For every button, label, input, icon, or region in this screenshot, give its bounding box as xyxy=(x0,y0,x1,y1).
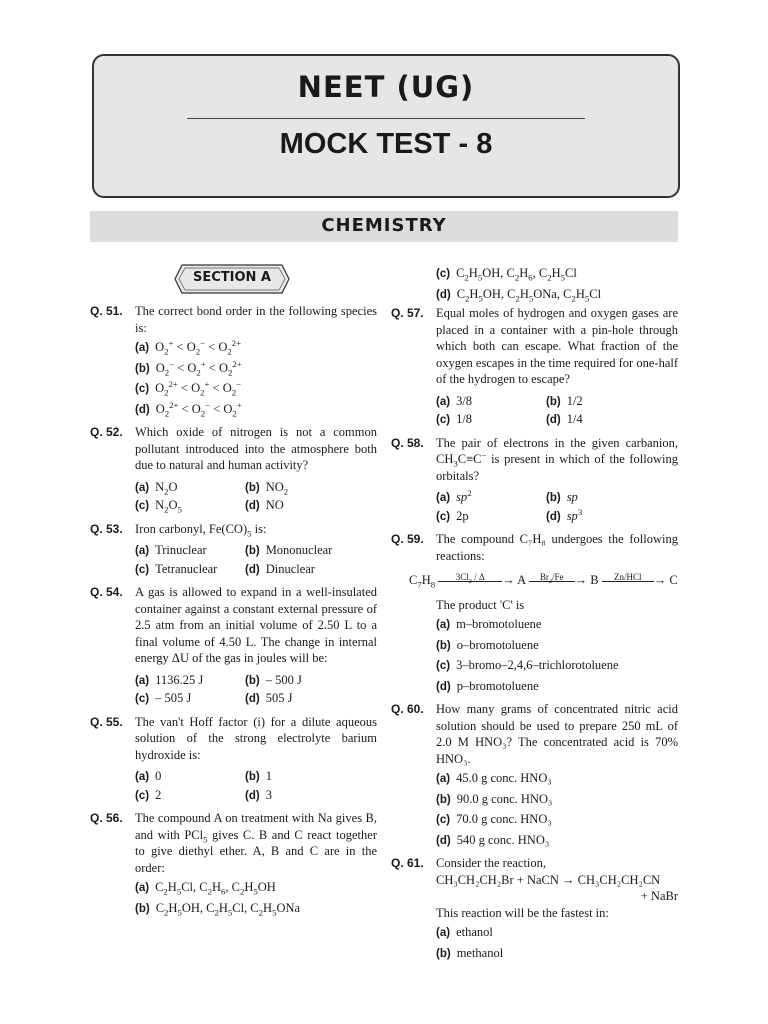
question-number: Q. 54. xyxy=(90,585,123,599)
question-58 xyxy=(391,435,678,526)
question-54 xyxy=(90,584,377,708)
question-number: Q. 61. xyxy=(391,856,424,870)
question-52 xyxy=(90,424,377,515)
option-b: (b) 1 xyxy=(245,769,272,783)
question-prompt: This reaction will be the fastest in: xyxy=(436,905,609,920)
options xyxy=(436,489,678,525)
option-b: (b) – 500 J xyxy=(245,672,302,687)
reaction-line-2: + NaBr xyxy=(640,889,678,903)
option-a: (a) $sp^2$ xyxy=(436,487,472,504)
question-number: Q. 60. xyxy=(391,702,424,716)
option-b: (b) $C_2H_5OH$, $C_2H_5Cl$, $C_2H_5ONa$ xyxy=(135,900,301,917)
option-d: (d) p–bromotoluene xyxy=(436,678,539,693)
subject-title: CHEMISTRY xyxy=(321,215,447,236)
question-text: Which oxide of nitrogen is not a common pollutant introduced into the atmosphere both due to natural and human activity? xyxy=(135,425,377,472)
left-column xyxy=(90,303,377,923)
option-c: (c) 2 xyxy=(135,787,162,802)
question-56-continued xyxy=(391,265,678,303)
option-d: (d) $C_2H_5OH$, $C_2H_5ONa$, $C_2H_5Cl$ xyxy=(436,286,602,303)
option-c: (c) 2p xyxy=(436,508,469,523)
option-a: (a) ethanol xyxy=(436,925,493,939)
question-number: Q. 53. xyxy=(90,521,123,536)
question-55 xyxy=(90,714,377,805)
question-text: Equal moles of hydrogen and oxygen gases are placed in a container with a pin-hole through which both can escape. What fraction of the oxygen escapes in the time required for one-half of the hydrogen to escape? xyxy=(436,306,678,386)
question-text: Iron carbonyl, $Fe(CO)_5$ is: xyxy=(135,521,267,538)
option-c: (c) 70.0 g conc. HNO₃ xyxy=(436,812,552,826)
reaction-scheme: $C_7H_8$ $3Cl_2$ / Δ → A $Br_2/Fe$ → B Zn/HCl → C xyxy=(409,571,678,590)
option-d: (d) NO xyxy=(245,498,284,512)
option-a: (a) $C_2H_5Cl$, $C_2H_6$, $C_2H_5OH$ xyxy=(135,880,276,897)
question-prompt: The product 'C' is xyxy=(436,597,525,612)
question-number: Q. 52. xyxy=(90,425,123,439)
question-57 xyxy=(391,305,678,429)
question-number: Q. 51. xyxy=(90,304,123,318)
title-divider xyxy=(187,118,585,119)
option-a: (a) 0 xyxy=(135,769,162,783)
question-text: The van't Hoff factor (i) for a dilute aqueous solution of the strong electrolyte barium hydroxide is: xyxy=(135,714,377,762)
subject-bar xyxy=(90,211,678,242)
right-column xyxy=(391,265,678,968)
exam-title: NEET (UG) xyxy=(297,70,475,104)
option-c: (c) 3–bromo–2,4,6–trichlorotoluene xyxy=(436,658,619,672)
option-a: (a) $N_2O$ xyxy=(135,479,178,496)
question-60 xyxy=(391,701,678,849)
option-d: (d) 540 g conc. HNO₃ xyxy=(436,832,550,847)
question-text: The correct bond order in the following species is: xyxy=(135,304,377,335)
question-text: The compound C₇H₈ undergoes the following reactions: xyxy=(436,532,678,563)
option-d: (d) Dinuclear xyxy=(245,561,315,576)
option-d: (d) 505 J xyxy=(245,691,293,705)
question-56 xyxy=(90,810,377,917)
question-text: How many grams of concentrated nitric acid solution should be used to prepare 250 mL of 2.0 M HNO₃? The concentrated acid is 70% HNO₃. xyxy=(436,702,678,766)
option-c: (c) Tetranuclear xyxy=(135,561,218,576)
option-d: (d) 3 xyxy=(245,787,272,802)
option-d: (d) $sp^3$ xyxy=(546,506,583,523)
option-b: (b) Mononuclear xyxy=(245,543,333,557)
option-b: (b) methanol xyxy=(436,945,504,960)
option-b: (b) $NO_2$ xyxy=(245,479,289,496)
question-number: Q. 57. xyxy=(391,306,424,320)
question-59 xyxy=(391,531,678,695)
question-number: Q. 55. xyxy=(90,714,123,729)
option-c: (c) $C_2H_5OH$, $C_2H_6$, $C_2H_5Cl$ xyxy=(436,266,577,283)
options xyxy=(135,768,377,804)
title-box xyxy=(92,54,680,198)
option-a: (a) 3/8 xyxy=(436,393,473,408)
option-a: (a) 45.0 g conc. HNO₃ xyxy=(436,771,552,785)
option-b: (b) sp xyxy=(546,490,578,504)
option-b: (b) 1/2 xyxy=(546,393,583,408)
option-d: (d) $O_2^{2+} < O_2^- < O_2^+$ xyxy=(135,399,242,418)
question-text: The pair of electrons in the given carbanion, $CH_3C\equiv C^-$ is present in which of the following orbitals? xyxy=(436,435,678,483)
options xyxy=(135,479,377,515)
options xyxy=(135,672,377,708)
question-53 xyxy=(90,521,377,579)
option-a: (a) $O_2^+ < O_2^- < O_2^{2+}$ xyxy=(135,337,242,357)
option-c: (c) $O_2^{2+} < O_2^+ < O_2^-$ xyxy=(135,378,242,398)
section-label: SECTION A xyxy=(192,270,271,285)
section-badge xyxy=(174,264,290,294)
option-a: (a) 1136.25 J xyxy=(135,672,204,687)
option-b: (b) o–bromotoluene xyxy=(436,637,539,652)
option-d: (d) 1/4 xyxy=(546,412,583,426)
options xyxy=(436,393,678,429)
question-number: Q. 58. xyxy=(391,435,424,450)
option-a: (a) m–bromotoluene xyxy=(436,617,542,631)
question-text: A gas is allowed to expand in a well-insulated container against a constant external pressure of 2.5 atm from an initial volume of 2.50 L to a final volume of 4.50 L. The change in internal energy ΔU of the gas in joules will be: xyxy=(135,585,377,665)
question-61 xyxy=(391,855,678,962)
options xyxy=(135,542,377,578)
question-text: Consider the reaction, xyxy=(436,856,547,870)
option-c: (c) $N_2O_5$ xyxy=(135,498,182,515)
option-b: (b) $O_2^- < O_2^+ < O_2^{2+}$ xyxy=(135,358,242,377)
question-text: The compound A on treatment with Na gives B, and with PCl$_5$ gives C. B and C react together to give diethyl ether. A, B and C are in the order: xyxy=(135,811,377,875)
option-a: (a) Trinuclear xyxy=(135,543,207,557)
option-c: (c) 1/8 xyxy=(436,412,473,426)
option-c: (c) – 505 J xyxy=(135,691,192,705)
question-51 xyxy=(90,303,377,418)
question-number: Q. 59. xyxy=(391,532,424,546)
test-title: MOCK TEST - 8 xyxy=(279,128,493,160)
option-b: (b) 90.0 g conc. HNO₃ xyxy=(436,791,553,806)
question-number: Q. 56. xyxy=(90,811,123,825)
reaction-line-1: CH₃CH₂CH₂Br + NaCN → CH₃CH₂CH₂CN xyxy=(436,872,661,887)
